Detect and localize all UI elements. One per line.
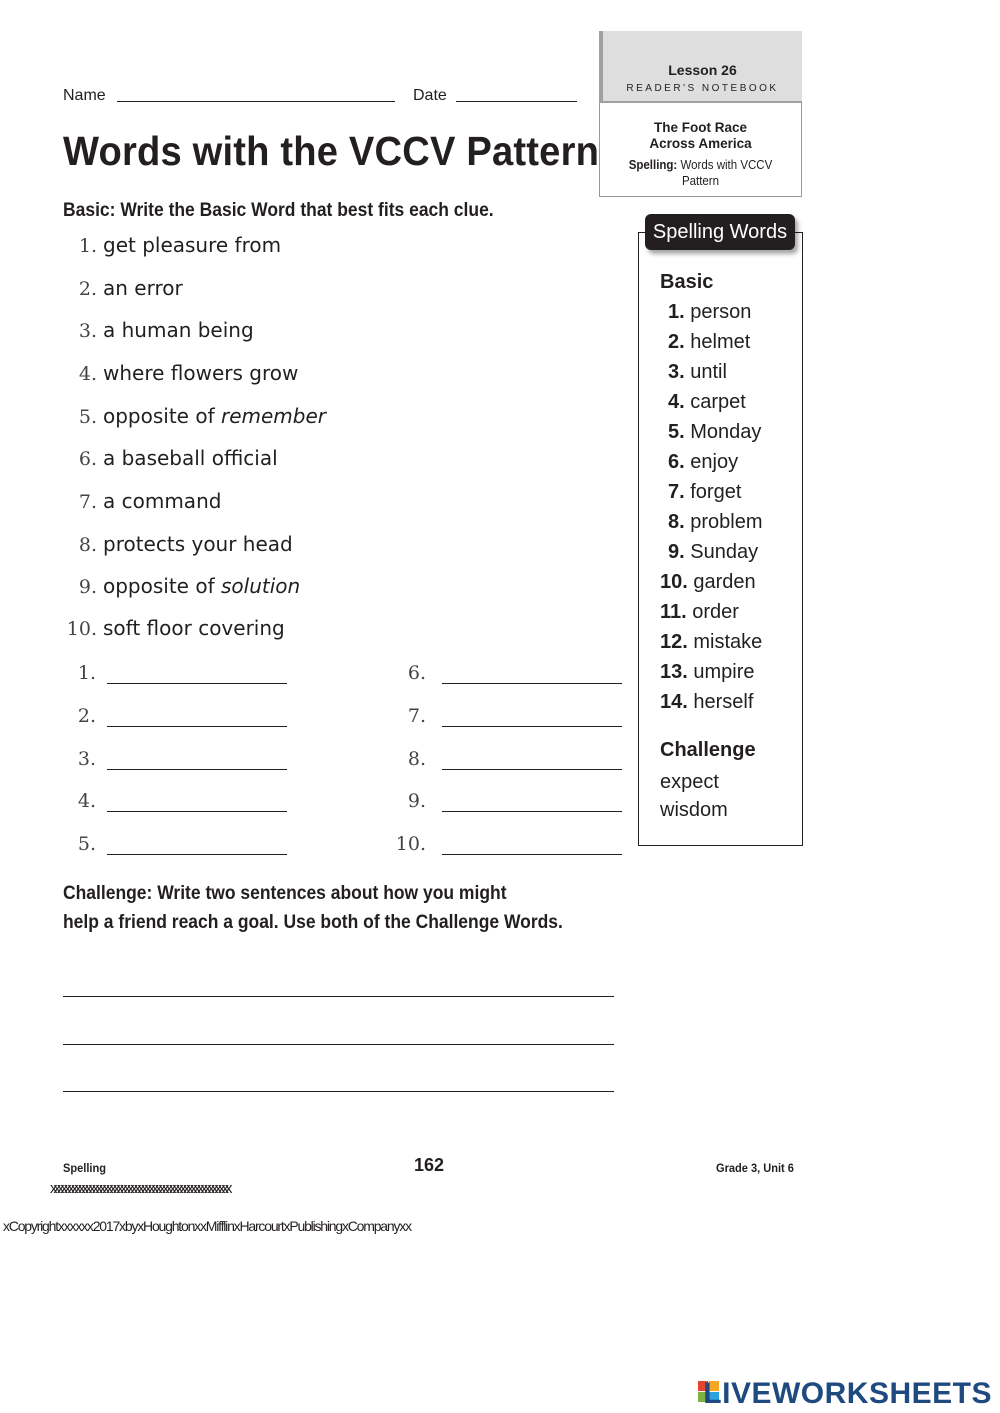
writing-line[interactable] [63, 1044, 614, 1045]
challenge-instruction: Challenge: Write two sentences about how you might help a friend reach a goal. Use both of the Challenge Words. [63, 883, 563, 933]
basic-label: Basic [660, 271, 714, 293]
answer-number: 2. [77, 705, 96, 727]
liveworksheets-brand: LIVEWORKSHEETS [703, 1377, 992, 1410]
clue-item: 8. protects your head [78, 532, 293, 556]
answer-number: 6. [407, 662, 426, 684]
clue-item: 2. an error [78, 276, 183, 300]
answer-number: 4. [77, 790, 96, 812]
answer-blank[interactable] [442, 854, 622, 855]
spelling-words-tab: Spelling Words [645, 214, 795, 250]
lesson-rule [599, 101, 802, 103]
basic-word: 4. carpet [668, 391, 746, 413]
challenge-word: expect [660, 771, 719, 793]
basic-word: 3. until [668, 361, 727, 383]
answer-blank[interactable] [107, 726, 287, 727]
answer-number: 9. [407, 790, 426, 812]
basic-word: 9. Sunday [668, 541, 759, 563]
page-number: 162 [414, 1155, 445, 1175]
answer-number: 7. [407, 705, 426, 727]
answer-blank[interactable] [442, 683, 622, 684]
basic-word: 2. helmet [668, 331, 751, 353]
answer-number: 8. [407, 748, 426, 770]
answer-number: 1. [77, 662, 96, 684]
answer-blank[interactable] [442, 811, 622, 812]
story-title: The Foot Race Across America [649, 120, 752, 151]
basic-word: 7. forget [668, 481, 742, 503]
writing-line[interactable] [63, 996, 614, 997]
answer-blank[interactable] [107, 811, 287, 812]
clue-item: 7. a command [78, 489, 222, 513]
basic-word: 12. mistake [660, 631, 763, 653]
answer-blank[interactable] [107, 854, 287, 855]
basic-word: 10. garden [660, 571, 756, 593]
basic-word: 6. enjoy [668, 451, 739, 473]
basic-word: 5. Monday [668, 421, 762, 443]
basic-word: 13. umpire [660, 661, 755, 683]
footer-grade: Grade 3, Unit 6 [716, 1161, 794, 1175]
name-label: Name [63, 87, 106, 104]
clue-item: 6. a baseball official [78, 446, 278, 470]
skill-label: Spelling: Words with VCCV Pattern [628, 158, 773, 188]
basic-word: 11. order [660, 601, 739, 623]
clue-item: 9. opposite of solution [78, 574, 301, 598]
clue-item: 3. a human being [78, 318, 254, 342]
basic-instruction: Basic: Write the Basic Word that best fits each clue. [63, 200, 494, 221]
basic-word: 14. herself [660, 691, 754, 713]
clue-item: 1. get pleasure from [78, 233, 282, 257]
answer-blank[interactable] [107, 769, 287, 770]
answer-number: 3. [77, 748, 96, 770]
name-line[interactable] [117, 101, 395, 102]
answer-number: 10. [395, 833, 426, 855]
basic-word: 1. person [668, 301, 752, 323]
lesson-number: Lesson 26 [668, 62, 737, 78]
page-title: Words with the VCCV Pattern [63, 128, 600, 174]
answer-blank[interactable] [442, 726, 622, 727]
basic-word: 8. problem [668, 511, 763, 533]
answer-blank[interactable] [107, 683, 287, 684]
notebook-label: READER'S NOTEBOOK [626, 83, 779, 94]
footer-spelling: Spelling [63, 1161, 106, 1175]
date-label: Date [413, 87, 447, 104]
date-line[interactable] [456, 101, 577, 102]
writing-line[interactable] [63, 1091, 614, 1092]
answer-blank[interactable] [442, 769, 622, 770]
clue-item: 5. opposite of remember [78, 404, 327, 428]
answer-number: 5. [77, 833, 96, 855]
scribbled-copyright: xCopyrightxxxxxx2017xbyxHoughtonxxMifflinxHarcourtxPublishingxCompanyxx [3, 1218, 411, 1234]
challenge-word: wisdom [660, 799, 728, 821]
clue-item: 10. soft floor covering [66, 616, 285, 640]
lesson-header [599, 31, 802, 101]
challenge-label: Challenge [660, 739, 756, 761]
scribbled-text: xxxxxxxxxxxxxxxxxxxxxxxxxxxxxxxxxxxxxxxxxxxxxxxxxxx [50, 1180, 229, 1197]
clue-item: 4. where flowers grow [78, 361, 299, 385]
